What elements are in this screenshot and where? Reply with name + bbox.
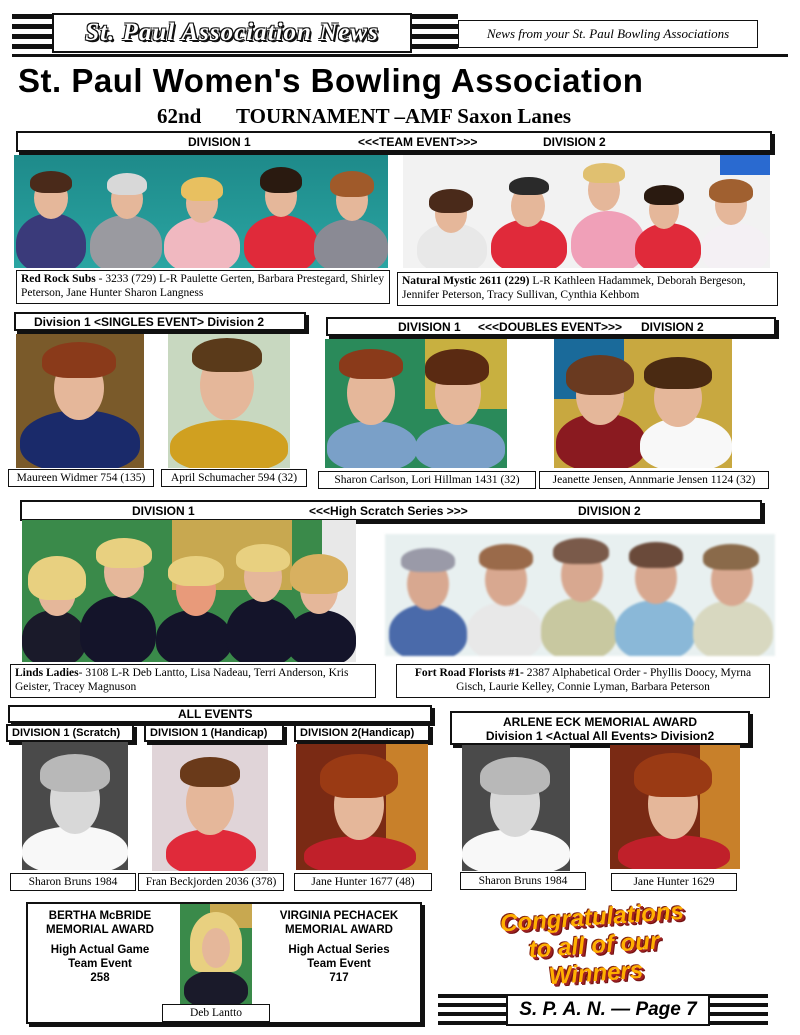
all-d1s-caption: Sharon Bruns 1984 — [10, 873, 136, 891]
arlene-award-banner — [450, 711, 750, 745]
tournament-number: 62nd — [157, 104, 202, 128]
congratulations-banner — [465, 895, 722, 996]
virginia-line3: High Actual Series — [288, 944, 390, 956]
masthead-stripe — [12, 34, 52, 39]
team-div1-name: Red Rock Subs — [21, 273, 96, 285]
all-events-title: ALL EVENTS — [178, 707, 253, 721]
team-div2-name: Natural Mystic 2611 (229) — [402, 275, 530, 287]
masthead-stripe — [412, 44, 458, 49]
team-div1-caption — [16, 270, 390, 304]
all-d2h-photo — [296, 744, 428, 870]
footer-page-box — [506, 994, 710, 1026]
arlene-div1-photo — [462, 745, 570, 871]
congrats-line1: Congratulations — [499, 897, 685, 938]
bertha-line1: BERTHA McBRIDE — [48, 910, 152, 922]
footer-stripe — [438, 994, 506, 998]
scratch-div1-name: Linds Ladies — [15, 667, 79, 679]
arlene-div2-photo — [610, 745, 740, 869]
doubles-div1-caption: Sharon Carlson, Lori Hillman 1431 (32) — [318, 471, 536, 489]
masthead-stripe — [412, 24, 458, 29]
scratch-div1-label: DIVISION 1 — [132, 503, 195, 518]
scratch-div2-photo — [385, 534, 775, 656]
team-div2-text: L-R Kathleen Hadammek, Deborah Bergeson, Jennifer Peterson, Tracy Sullivan, Cynthia Kehbom — [402, 275, 746, 301]
singles-div1-photo — [16, 334, 144, 468]
team-div2-photo — [403, 155, 770, 268]
all-d1s-photo — [22, 742, 128, 870]
team-div2-label: DIVISION 2 — [543, 134, 606, 149]
doubles-div1-photo — [325, 339, 507, 468]
bertha-line2: MEMORIAL AWARD — [46, 924, 154, 936]
scratch-div1-photo — [22, 520, 356, 662]
all-d2h-label: DIVISION 2(Handicap) — [300, 727, 415, 739]
deb-lantto-photo — [180, 904, 252, 1004]
doubles-div2-label: DIVISION 2 — [641, 319, 704, 334]
masthead-title-box — [52, 13, 412, 53]
arlene-div2-caption: Jane Hunter 1629 — [611, 873, 737, 891]
footer-stripe — [438, 1012, 506, 1016]
tournament-title: TOURNAMENT –AMF Saxon Lanes — [236, 104, 572, 128]
bertha-line4: Team Event — [68, 958, 132, 970]
virginia-line1: VIRGINIA PECHACEK — [279, 910, 399, 922]
scratch-div1-text: - 3108 L-R Deb Lantto, Lisa Nadeau, Terri Anderson, Kris Geister, Tracey Magnuson — [15, 667, 349, 693]
masthead-title: St. Paul Association News — [85, 19, 379, 46]
footer-stripe — [710, 1021, 768, 1025]
singles-div2-caption: April Schumacher 594 (32) — [161, 469, 307, 487]
footer-stripe — [438, 1003, 506, 1007]
all-d1h-caption: Fran Beckjorden 2036 (378) — [138, 873, 284, 891]
doubles-event-banner — [326, 317, 776, 336]
all-d2h-label-box — [294, 724, 430, 742]
masthead-stripe — [12, 14, 52, 19]
masthead-tagline-box — [458, 20, 758, 48]
scratch-div2-label: DIVISION 2 — [578, 503, 641, 518]
all-d1h-photo — [152, 745, 268, 871]
masthead-stripe — [412, 14, 458, 19]
bertha-line5: 258 — [90, 972, 110, 984]
bertha-line3: High Actual Game — [50, 944, 150, 956]
doubles-div1-label: DIVISION 1 — [398, 319, 461, 334]
all-events-banner — [8, 705, 432, 723]
team-event-title: <<<TEAM EVENT>>> — [358, 134, 478, 149]
doubles-div2-photo — [554, 339, 732, 468]
masthead-stripe — [412, 34, 458, 39]
team-event-banner — [16, 131, 772, 152]
arlene-award-subtitle: Division 1 <Actual All Events> Division2 — [485, 729, 715, 743]
footer-stripe — [710, 1012, 768, 1016]
team-div1-photo — [14, 155, 388, 268]
scratch-series-title: <<<High Scratch Series >>> — [309, 503, 468, 518]
doubles-event-title: <<<DOUBLES EVENT>>> — [478, 319, 623, 334]
all-d1s-label-box — [6, 724, 134, 742]
deb-lantto-caption: Deb Lantto — [162, 1004, 270, 1022]
scratch-div2-name: Fort Road Florists #1- — [414, 667, 524, 679]
arlene-award-title: ARLENE ECK MEMORIAL AWARD — [502, 715, 697, 729]
arlene-div1-caption: Sharon Bruns 1984 — [460, 872, 586, 890]
singles-event-title: Division 1 <SINGLES EVENT> Division 2 — [34, 314, 265, 329]
masthead-stripe — [12, 44, 52, 49]
team-div1-text: - 3233 (729) L-R Paulette Gerten, Barbara Prestegard, Shirley Peterson, Jane Hunter Sharon Langness — [21, 273, 385, 299]
bertha-award — [30, 909, 170, 985]
all-d1h-label-box — [144, 724, 284, 742]
scratch-div2-text: 2387 Alphabetical Order - Phyllis Doocy, Myrna Gisch, Laurie Kelley, Connie Lyman, Barbara Peterson — [456, 667, 752, 693]
team-div2-caption — [397, 272, 778, 306]
footer-stripe — [438, 1021, 506, 1025]
scratch-div2-caption — [396, 664, 770, 698]
all-d1s-label: DIVISION 1 (Scratch) — [12, 727, 121, 739]
all-d1h-label: DIVISION 1 (Handicap) — [150, 727, 268, 739]
masthead-stripe — [12, 24, 52, 29]
virginia-line4: Team Event — [307, 958, 371, 970]
page-headline: St. Paul Women's Bowling Association — [18, 62, 644, 99]
doubles-div2-caption: Jeanette Jensen, Annmarie Jensen 1124 (32) — [539, 471, 769, 489]
footer-stripe — [710, 994, 768, 998]
singles-div2-photo — [168, 334, 290, 468]
team-div1-label: DIVISION 1 — [188, 134, 251, 149]
congrats-line3: Winners — [547, 956, 644, 991]
virginia-award — [264, 909, 414, 985]
scratch-series-banner — [20, 500, 762, 521]
virginia-line2: MEMORIAL AWARD — [285, 924, 393, 936]
scratch-div1-caption — [10, 664, 376, 698]
footer-page-label: S. P. A. N. — Page 7 — [519, 999, 697, 1020]
masthead-rule — [12, 54, 788, 57]
congrats-line2: to all of our — [527, 927, 661, 964]
singles-event-banner — [14, 312, 306, 331]
all-d2h-caption: Jane Hunter 1677 (48) — [294, 873, 432, 891]
masthead-tagline: News from your St. Paul Bowling Associations — [486, 26, 730, 41]
singles-div1-caption: Maureen Widmer 754 (135) — [8, 469, 154, 487]
virginia-line5: 717 — [329, 972, 349, 984]
footer-stripe — [710, 1003, 768, 1007]
